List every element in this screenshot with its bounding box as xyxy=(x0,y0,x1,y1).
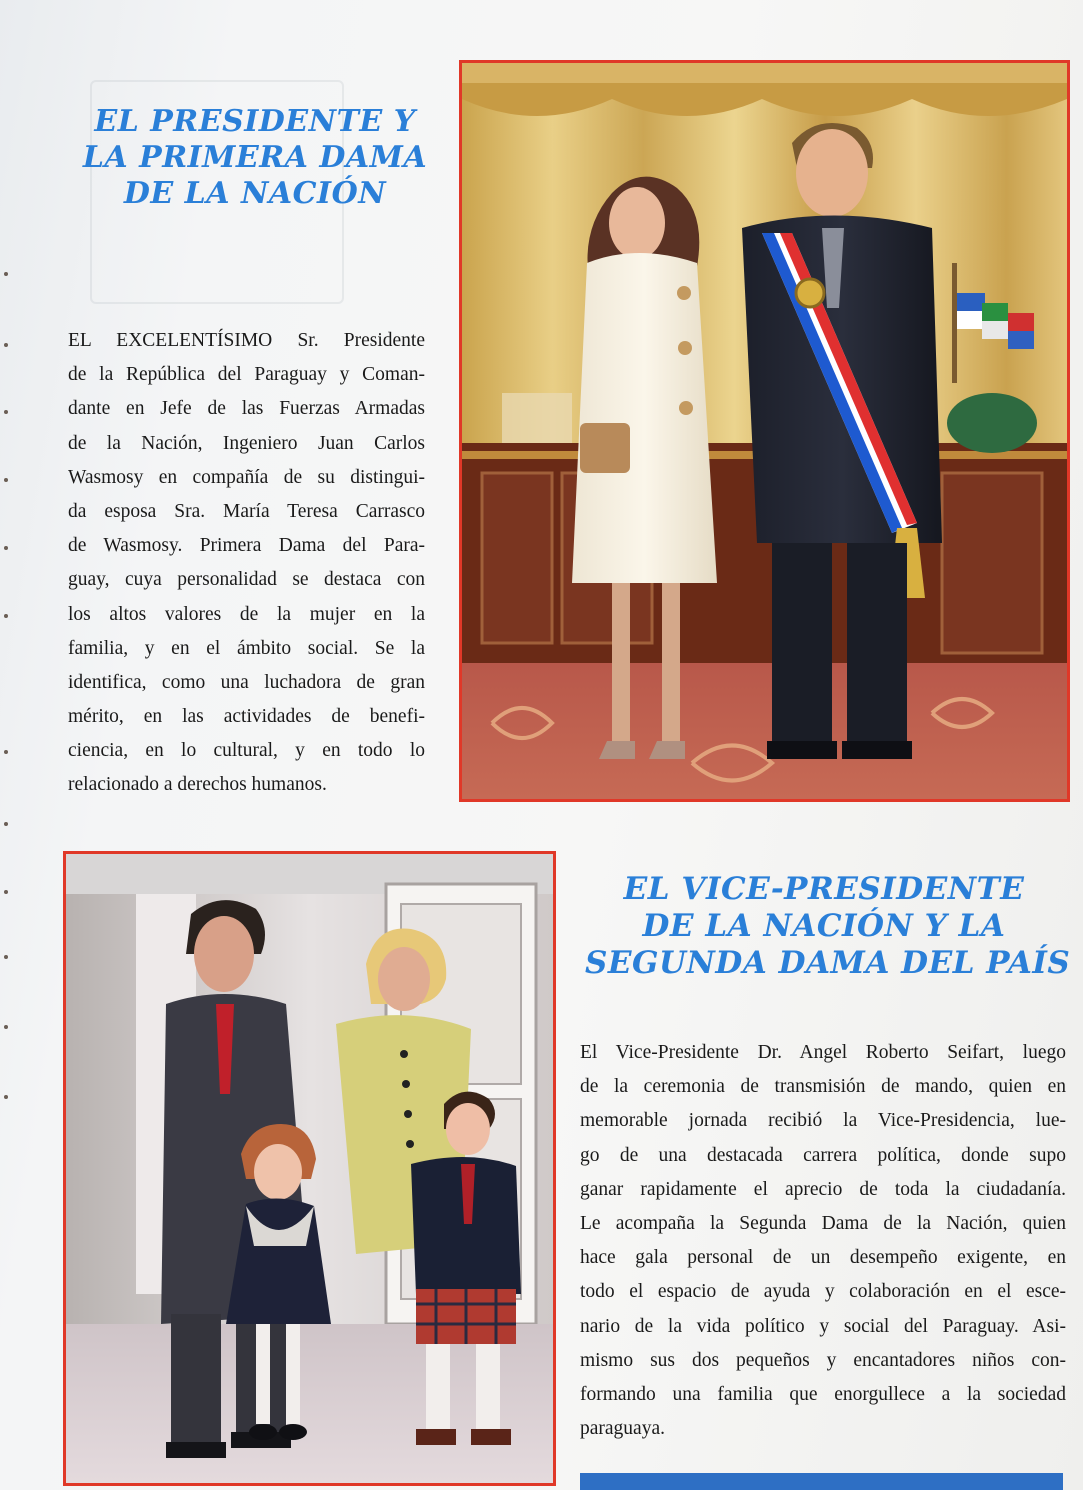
binding-hole xyxy=(4,410,8,414)
body-line: dante en Jefe de las Fuerzas Armadas xyxy=(68,398,425,420)
body-line: identifica, como una luchadora de gran xyxy=(68,671,425,693)
headline-line: SEGUNDA DAMA DEL PAÍS xyxy=(585,945,1071,982)
binding-hole xyxy=(4,546,8,550)
body-line: El Vice-Presidente Dr. Angel Roberto Seifart, luego xyxy=(580,1042,1066,1063)
headline-line: LA PRIMERA DAMA xyxy=(82,140,428,175)
section-color-bar xyxy=(580,1473,1063,1490)
body-line: memorable jornada recibió la Vice-Presidencia, lue- xyxy=(580,1110,1066,1132)
headline-line: EL PRESIDENTE Y xyxy=(94,104,416,139)
headline-line: DE LA NACIÓN xyxy=(123,176,387,211)
body-line: de Wasmosy. Primera Dama del Para- xyxy=(68,535,425,557)
body-line: mismo sus dos pequeños y encantadores niños con- xyxy=(580,1349,1066,1371)
vice-president-article-body xyxy=(580,1036,1066,1446)
body-line: mérito, en las actividades de benefi- xyxy=(68,706,425,728)
photo-illustration xyxy=(66,854,553,1483)
binding-hole xyxy=(4,890,8,894)
body-line: relacionado a derechos humanos. xyxy=(68,774,327,796)
body-line: guay, cuya personalidad se destaca con xyxy=(68,569,425,591)
headline-line: EL VICE-PRESIDENTE xyxy=(623,871,1025,907)
binding-hole xyxy=(4,750,8,754)
photo-illustration xyxy=(462,63,1067,799)
vice-president-family-photo xyxy=(63,851,556,1486)
body-line: de la República del Paraguay y Coman- xyxy=(68,364,425,386)
binding-hole xyxy=(4,822,8,826)
vice-president-headline xyxy=(585,871,1071,983)
body-line: da esposa Sra. María Teresa Carrasco xyxy=(68,500,425,522)
body-line: de la Nación, Ingeniero Juan Carlos xyxy=(68,432,425,454)
body-line: ganar rapidamente el aprecio de toda la ciudadanía. xyxy=(580,1178,1066,1200)
president-article-body xyxy=(68,324,425,803)
body-line: familia, y en el ámbito social. Se la xyxy=(68,637,425,659)
president-headline xyxy=(70,104,440,212)
binding-hole xyxy=(4,955,8,959)
binding-hole xyxy=(4,478,8,482)
body-line: los altos valores de la mujer en la xyxy=(68,603,425,625)
binding-hole xyxy=(4,614,8,618)
binding-hole xyxy=(4,272,8,276)
body-line: nario de la vida político y social del Paraguay. Asi- xyxy=(580,1315,1066,1337)
body-line: go de una destacada carrera política, donde supo xyxy=(580,1144,1066,1166)
body-line: Le acompaña la Segunda Dama de la Nación, quien xyxy=(580,1212,1066,1234)
body-line: formando una familia que enorgullece a la sociedad xyxy=(580,1383,1066,1405)
body-line: de la ceremonia de transmisión de mando, quien en xyxy=(580,1076,1066,1098)
president-couple-photo xyxy=(459,60,1070,802)
body-line: ciencia, en lo cultural, y en todo lo xyxy=(68,740,425,762)
headline-line: DE LA NACIÓN Y LA xyxy=(642,908,1006,945)
binding-hole xyxy=(4,1095,8,1099)
binding-hole xyxy=(4,343,8,347)
body-line: todo el espacio de ayuda y colaboración en el esce- xyxy=(580,1281,1066,1303)
body-line: hace gala personal de un desempeño exigente, en xyxy=(580,1247,1066,1269)
body-line: Wasmosy en compañía de su distingui- xyxy=(68,466,425,488)
body-line: paraguaya. xyxy=(580,1418,665,1440)
body-line: EL EXCELENTÍSIMO Sr. Presidente xyxy=(68,330,425,351)
binding-hole xyxy=(4,1025,8,1029)
